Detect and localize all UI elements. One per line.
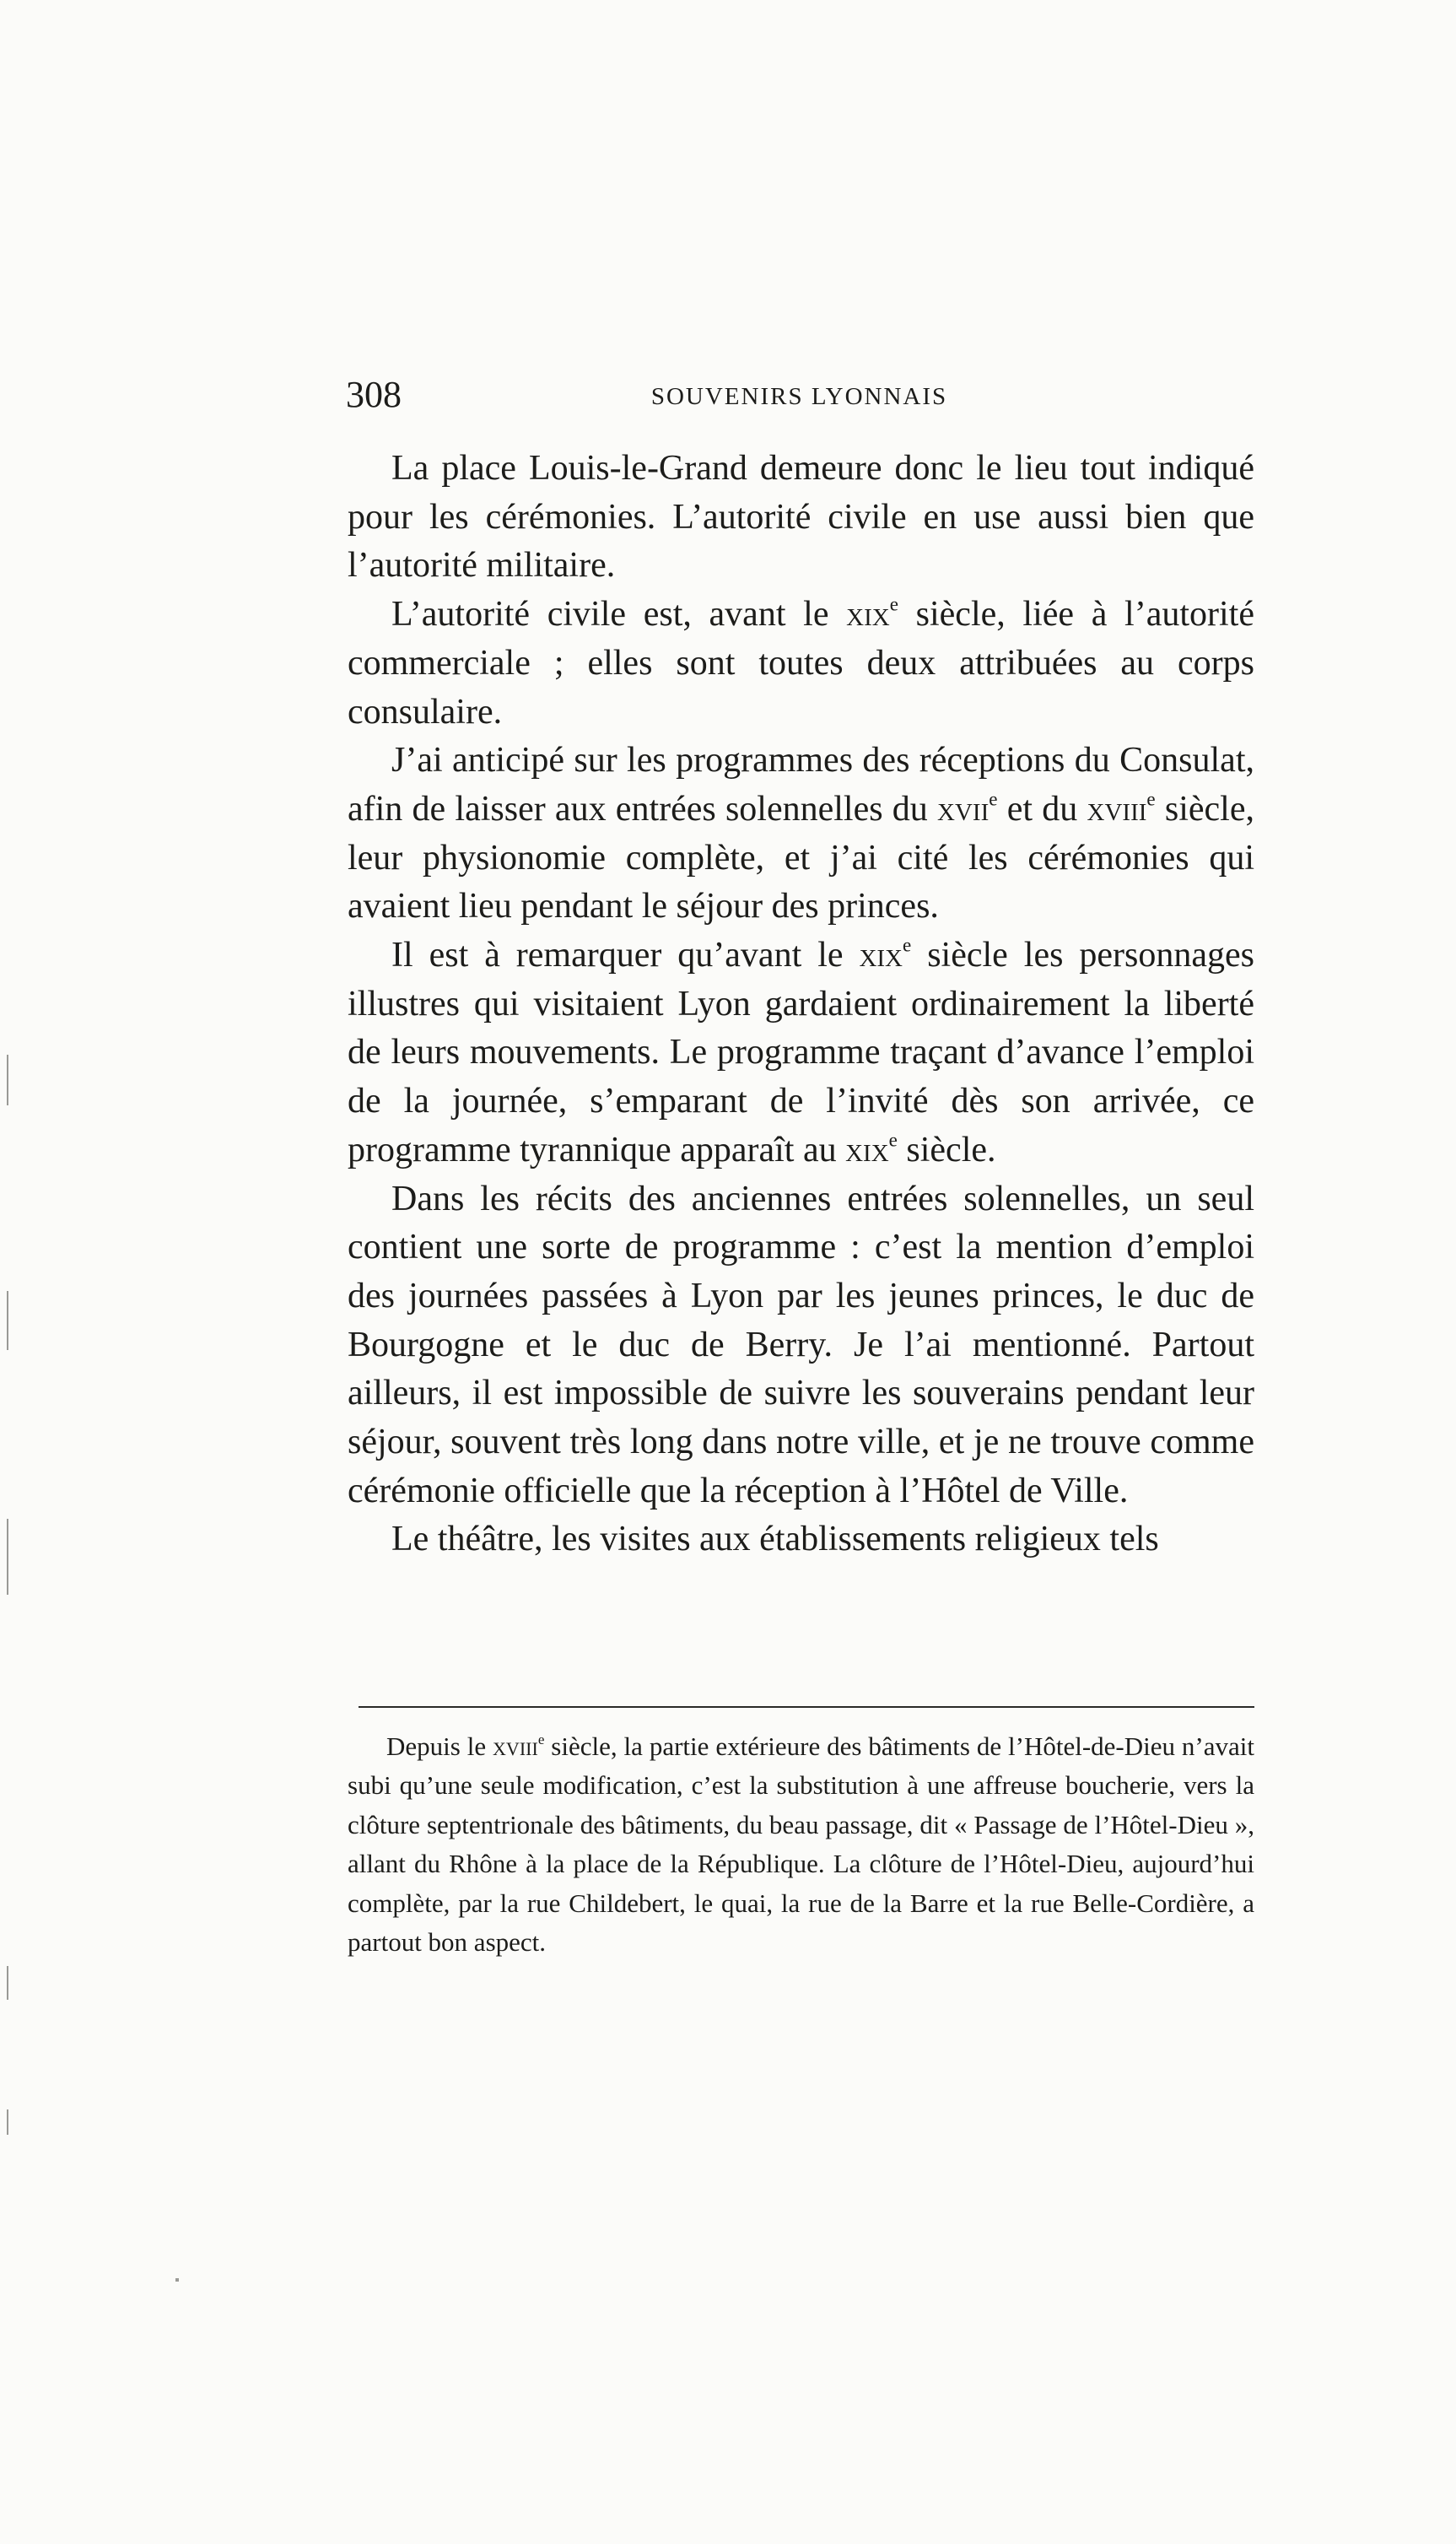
paragraph-3: J’ai anticipé sur les programmes des réceptions du Consulat, afin de laisser aux entrées solennelles du xvii$^e$ et du xviii$^e$ siècle, leur physionomie complète, et j’ai cité les cérémonies qui avaient lieu pendant le séjour des princes. — [348, 741, 1254, 926]
page-number: 308 — [346, 374, 402, 415]
paragraph-2: L’autorité civile est, avant le xix$^e$ siècle, liée à l’autorité commerciale ; elles sont toutes deux attribuées au corps consulaire. — [348, 592, 1254, 732]
scan-speck — [7, 1055, 8, 1105]
paragraph-5: Dans les récits des anciennes entrées solennelles, un seul contient une sorte de programme : c’est la mention d’emploi des journées passées à Lyon par les jeunes princes, le duc de Bourgogne et le duc de Berry. Je l’ai mentionné. Partout ailleurs, il est impossible de suivre les souverains pendant leur séjour, souvent très long dans notre ville, et je ne trouve comme cérémonie officielle que la réception à l’Hôtel de Ville. — [348, 1179, 1254, 1510]
footnote-text: Depuis le xviii$^e$ siècle, la partie extérieure des bâtiments de l’Hôtel-de-Dieu n’avait subi qu’une seule modification, c’est la substitution à une affreuse boucherie, vers la clôture septentrionale des bâtiments, du beau passage, dit « Passage de l’Hôtel-Dieu », allant du Rhône à la place de la République. La clôture de l’Hôtel-Dieu, aujourd’hui complète, par la rue Childebert, le quai, la rue de la Barre et la rue Belle-Cordière, a partout bon aspect. — [348, 1731, 1254, 1958]
main-text — [348, 445, 1254, 1564]
paragraph-1: La place Louis-le-Grand demeure donc le lieu tout indiqué pour les cérémonies. L’autorité civile en use aussi bien que l’autorité militaire. — [348, 449, 1254, 586]
scan-speck — [7, 2109, 8, 2135]
scan-speck — [7, 1966, 8, 2000]
footnote-rule — [359, 1706, 1254, 1708]
paragraph-4: Il est à remarquer qu’avant le xix$^e$ siècle les personnages illustres qui visitaient Lyon gardaient ordinairement la liberté de leurs mouvements. Le programme traçant d’avance l’emploi de la journée, s’emparant de l’invité dès son arrivée, ce programme tyrannique apparaît au xix$^e$ siècle. — [348, 933, 1254, 1169]
scan-speck — [175, 2278, 179, 2282]
running-head — [346, 370, 1253, 420]
scan-speck — [7, 1291, 8, 1350]
paragraph-6: Le théâtre, les visites aux établissements religieux tels — [391, 1520, 1159, 1559]
scan-speck — [7, 1519, 8, 1595]
footnote — [348, 1727, 1254, 1962]
running-title: SOUVENIRS LYONNAIS — [650, 383, 948, 410]
